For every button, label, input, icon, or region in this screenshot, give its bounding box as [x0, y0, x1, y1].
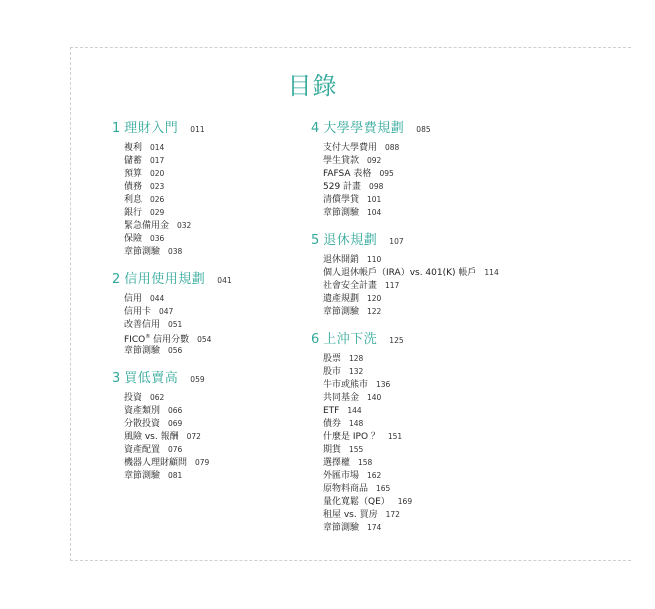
toc-entry[interactable] — [124, 141, 232, 154]
toc-entry[interactable] — [323, 417, 499, 430]
section-list — [311, 352, 499, 534]
section-page-number: 062 — [150, 393, 165, 402]
section-title — [124, 208, 142, 218]
section-title — [124, 247, 160, 257]
toc-entry[interactable] — [124, 456, 232, 469]
chapter-number: 5 — [311, 233, 320, 248]
section-list — [112, 141, 232, 258]
section-title — [124, 320, 160, 330]
page-title: 目錄 — [287, 72, 338, 100]
section-page-number: 128 — [349, 354, 364, 363]
chapter-number: 6 — [311, 332, 320, 347]
section-title-text: 外匯市場 — [323, 471, 360, 481]
section-title-text: 共同基金 — [323, 393, 360, 403]
section-title-text: 退休開銷 — [323, 255, 360, 265]
section-title — [323, 419, 341, 429]
toc-entry[interactable] — [323, 141, 499, 154]
section-page-number: 044 — [150, 294, 165, 303]
section-list — [311, 141, 499, 219]
section-title-text: 風險 vs. 報酬 — [124, 432, 179, 442]
toc-entry[interactable] — [323, 253, 499, 266]
section-title-text: 選擇權 — [323, 458, 351, 468]
section-page-number: 047 — [159, 307, 174, 316]
section-title — [124, 307, 151, 317]
section-page-number: 056 — [168, 346, 183, 355]
section-title — [124, 182, 142, 192]
section-page-number: 014 — [150, 143, 165, 152]
section-title — [124, 195, 142, 205]
toc-entry[interactable] — [124, 469, 232, 482]
section-title — [323, 458, 350, 468]
section-title — [323, 523, 359, 533]
section-page-number: 023 — [150, 182, 165, 191]
toc-entry[interactable] — [323, 495, 499, 508]
toc-entry[interactable] — [323, 365, 499, 378]
section-page-number: 088 — [385, 143, 400, 152]
section-page-number: 155 — [349, 445, 364, 454]
chapter-title: 大學學費規劃 — [323, 121, 405, 136]
section-page-number: 095 — [379, 169, 394, 178]
section-page-number: 132 — [349, 367, 364, 376]
section-page-number: 169 — [397, 497, 413, 506]
section-title-text: 支付大學費用 — [323, 143, 378, 153]
section-title-text: FAFSA 表格 — [323, 169, 372, 179]
section-title — [323, 281, 377, 291]
chapter-heading[interactable] — [311, 328, 499, 348]
section-title-text: 信用卡 — [124, 307, 152, 317]
chapter-title: 上沖下洗 — [323, 332, 378, 347]
section-page-number: 038 — [168, 247, 183, 256]
toc-entry[interactable] — [323, 391, 499, 404]
section-title — [323, 367, 341, 377]
chapter-page-number: 059 — [190, 375, 205, 384]
section-title-text: 租屋 vs. 買房 — [323, 510, 378, 520]
section-title — [124, 294, 142, 304]
toc-entry[interactable] — [124, 206, 232, 219]
section-page-number: 136 — [376, 380, 391, 389]
section-title-text: 股市 — [323, 367, 342, 377]
section-title-suffix: 信用分數 — [150, 335, 190, 345]
toc-entry[interactable] — [124, 193, 232, 206]
section-title-text: 信用 — [124, 294, 143, 304]
toc-entry[interactable] — [323, 167, 499, 180]
section-title — [323, 471, 359, 481]
section-title-text: 期貨 — [323, 445, 342, 455]
chapter-number: 4 — [311, 121, 320, 136]
chapter-number: 1 — [112, 121, 121, 136]
toc-entry[interactable] — [124, 417, 232, 430]
toc-entry[interactable] — [323, 456, 499, 469]
section-title — [323, 406, 339, 416]
section-page-number: 026 — [150, 195, 165, 204]
section-title-text: 量化寬鬆（QE） — [323, 497, 390, 507]
section-title-text: 緊急備用金 — [124, 221, 170, 231]
section-page-number: 051 — [168, 320, 183, 329]
toc-entry[interactable] — [124, 154, 232, 167]
toc-entry[interactable] — [124, 344, 232, 357]
chapter-3 — [112, 367, 232, 482]
toc-entry[interactable] — [124, 167, 232, 180]
toc-entry[interactable] — [323, 180, 499, 193]
section-page-number: 066 — [168, 406, 183, 415]
section-title-text: 章節測驗 — [124, 471, 161, 481]
section-title-text: 章節測驗 — [323, 523, 360, 533]
chapter-heading[interactable] — [311, 229, 499, 249]
section-title-text: 清償學貸 — [323, 195, 360, 205]
section-page-number: 069 — [168, 419, 183, 428]
section-title-text: 銀行 — [124, 208, 143, 218]
section-title-text: 債務 — [124, 182, 143, 192]
toc-entry[interactable] — [323, 206, 499, 219]
section-title-text: 原物料商品 — [323, 484, 369, 494]
section-title-text: 章節測驗 — [323, 208, 360, 218]
section-title — [124, 419, 160, 429]
chapter-title: 買低賣高 — [124, 371, 179, 386]
chapter-title: 信用使用規劃 — [124, 272, 206, 287]
section-title — [323, 169, 371, 179]
chapter-heading[interactable] — [311, 117, 499, 137]
section-page-number: 054 — [197, 335, 212, 344]
section-page-number: 114 — [484, 268, 499, 277]
toc-entry[interactable] — [323, 508, 499, 521]
section-title — [323, 143, 377, 153]
section-page-number: 117 — [385, 281, 400, 290]
section-title-text: FICO — [124, 335, 146, 345]
section-title-text: 複利 — [124, 143, 143, 153]
chapter-4 — [311, 117, 499, 219]
toc-entry[interactable] — [323, 193, 499, 206]
section-title — [124, 471, 160, 481]
section-title — [323, 307, 359, 317]
chapter-heading[interactable] — [112, 367, 232, 387]
chapter-2 — [112, 268, 232, 357]
section-page-number: 172 — [385, 510, 400, 519]
section-title — [323, 393, 359, 403]
toc-entry[interactable] — [323, 154, 499, 167]
section-title — [124, 143, 142, 153]
toc-entry[interactable] — [323, 482, 499, 495]
section-title — [124, 432, 179, 442]
toc-entry[interactable] — [124, 245, 232, 258]
section-page-number: 122 — [367, 307, 382, 316]
section-page-number: 162 — [367, 471, 382, 480]
section-page-number: 036 — [150, 234, 165, 243]
toc-entry[interactable] — [124, 305, 232, 318]
section-title — [323, 497, 390, 507]
toc-entry[interactable] — [323, 292, 499, 305]
chapter-title: 理財入門 — [124, 121, 179, 136]
section-page-number: 110 — [367, 255, 382, 264]
toc-entry[interactable] — [124, 443, 232, 456]
section-page-number: 092 — [367, 156, 382, 165]
section-page-number: 158 — [358, 458, 373, 467]
section-page-number: 101 — [367, 195, 382, 204]
toc-entry[interactable] — [323, 352, 499, 365]
chapter-page-number: 107 — [389, 237, 404, 246]
toc-entry[interactable] — [323, 404, 499, 417]
chapter-number: 3 — [112, 371, 121, 386]
section-title — [124, 393, 142, 403]
toc-entry[interactable] — [323, 521, 499, 534]
section-page-number: 098 — [369, 182, 384, 191]
toc-entry[interactable] — [323, 305, 499, 318]
toc-entry[interactable] — [124, 331, 232, 344]
section-page-number: 120 — [367, 294, 382, 303]
section-title — [323, 208, 359, 218]
toc-entry[interactable] — [124, 292, 232, 305]
section-title-text: ETF — [323, 406, 340, 416]
section-title — [124, 406, 160, 416]
section-title — [323, 268, 476, 278]
section-title — [124, 445, 160, 455]
section-page-number: 174 — [367, 523, 382, 532]
chapter-number: 2 — [112, 272, 121, 287]
section-page-number: 029 — [150, 208, 165, 217]
section-title-text: 什麼是 IPO ？ — [323, 432, 380, 442]
toc-entry[interactable] — [124, 219, 232, 232]
chapter-page-number: 085 — [416, 125, 431, 134]
chapter-5 — [311, 229, 499, 318]
section-title — [323, 445, 341, 455]
section-title — [323, 255, 359, 265]
section-title-text: 股票 — [323, 354, 342, 364]
section-page-number: 079 — [195, 458, 210, 467]
section-title-text: 遺產規劃 — [323, 294, 360, 304]
toc-entry[interactable] — [323, 266, 499, 279]
toc-entry[interactable] — [323, 430, 499, 443]
section-title — [323, 354, 341, 364]
section-list — [112, 391, 232, 482]
section-title — [124, 346, 160, 356]
section-title-text: 學生貸款 — [323, 156, 360, 166]
section-title-text: 章節測驗 — [124, 247, 161, 257]
section-title — [124, 221, 169, 231]
section-page-number: 165 — [376, 484, 391, 493]
section-title — [323, 182, 361, 192]
toc-entry[interactable] — [124, 430, 232, 443]
chapter-page-number: 011 — [190, 125, 205, 134]
section-title-text: 利息 — [124, 195, 143, 205]
section-title — [323, 432, 380, 442]
section-page-number: 076 — [168, 445, 183, 454]
section-title-text: 章節測驗 — [124, 346, 161, 356]
toc-entry[interactable] — [323, 443, 499, 456]
section-title-text: 529 計畫 — [323, 182, 362, 192]
toc-entry[interactable] — [124, 180, 232, 193]
toc-entry[interactable] — [323, 279, 499, 292]
toc-entry[interactable] — [323, 378, 499, 391]
section-list — [112, 292, 232, 357]
section-title — [124, 156, 142, 166]
section-title-text: 債券 — [323, 419, 342, 429]
section-page-number: 151 — [387, 432, 403, 441]
section-page-number: 032 — [177, 221, 192, 230]
toc-entry[interactable] — [323, 469, 499, 482]
section-page-number: 020 — [150, 169, 165, 178]
section-title-text: 社會安全計畫 — [323, 281, 378, 291]
section-title-text: 分散投資 — [124, 419, 161, 429]
section-title-text: 牛市或熊市 — [323, 380, 369, 390]
toc-entry[interactable] — [124, 232, 232, 245]
section-title — [323, 294, 359, 304]
registered-mark: ® — [145, 334, 151, 340]
chapter-1 — [112, 117, 232, 258]
section-page-number: 144 — [347, 406, 362, 415]
toc-column-right — [311, 117, 499, 534]
section-title-text: 儲蓄 — [124, 156, 143, 166]
section-page-number: 140 — [367, 393, 382, 402]
section-title-text: 資產類別 — [124, 406, 161, 416]
section-title — [323, 195, 359, 205]
section-page-number: 017 — [150, 156, 165, 165]
section-list — [311, 253, 499, 318]
section-title — [323, 380, 368, 390]
section-title — [323, 510, 378, 520]
section-title-text: 改善信用 — [124, 320, 161, 330]
chapter-heading[interactable] — [112, 117, 232, 137]
section-title-text: 預算 — [124, 169, 143, 179]
section-title-text: 資產配置 — [124, 445, 161, 455]
section-title — [323, 484, 368, 494]
section-title — [124, 458, 187, 468]
chapter-page-number: 041 — [217, 276, 232, 285]
chapter-heading[interactable] — [112, 268, 232, 288]
chapter-page-number: 125 — [389, 336, 404, 345]
section-title-text: 章節測驗 — [323, 307, 360, 317]
chapter-title: 退休規劃 — [323, 233, 378, 248]
section-title — [323, 156, 359, 166]
section-title-text: 機器人理財顧問 — [124, 458, 188, 468]
toc-entry[interactable] — [124, 318, 232, 331]
section-page-number: 072 — [186, 432, 201, 441]
toc-entry[interactable] — [124, 391, 232, 404]
section-page-number: 148 — [349, 419, 364, 428]
section-title — [124, 169, 142, 179]
chapter-6 — [311, 328, 499, 534]
section-title-text: 投資 — [124, 393, 143, 403]
toc-column-left — [112, 117, 232, 482]
section-title-text: 個人退休帳戶（IRA）vs. 401(K) 帳戶 — [323, 268, 477, 278]
section-title-text: 保險 — [124, 234, 143, 244]
section-title — [124, 234, 142, 244]
section-page-number: 104 — [367, 208, 382, 217]
section-page-number: 081 — [168, 471, 183, 480]
toc-entry[interactable] — [124, 404, 232, 417]
